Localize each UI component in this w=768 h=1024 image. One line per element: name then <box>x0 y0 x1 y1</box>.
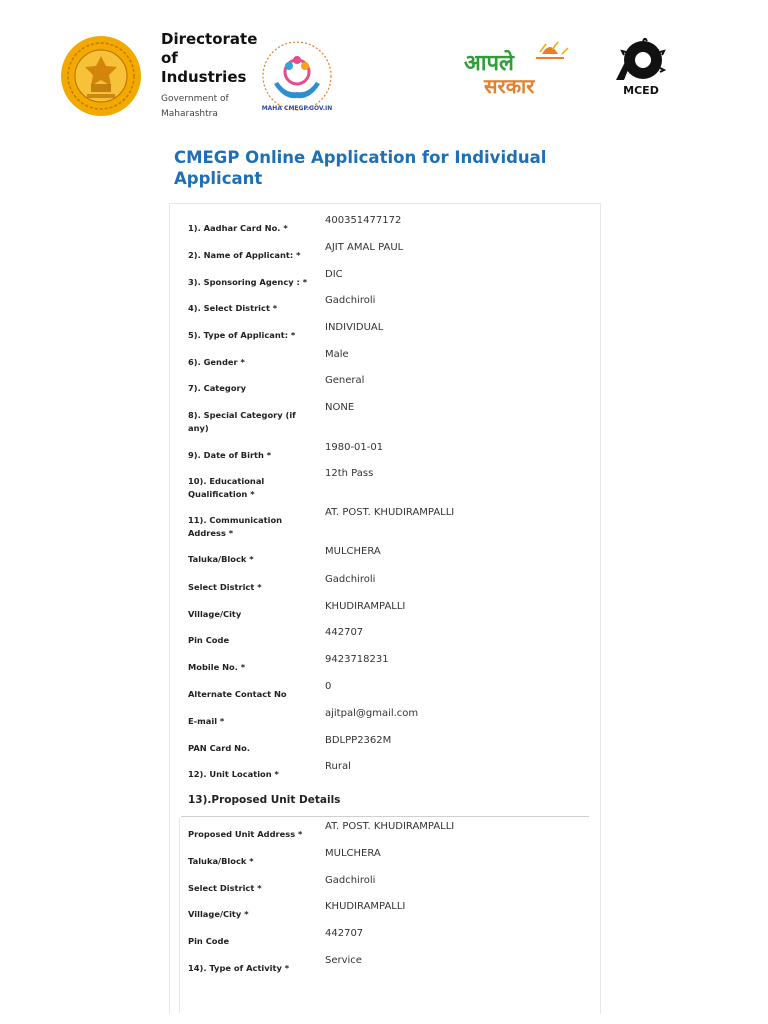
field-value: MULCHERA <box>325 546 381 557</box>
subtitle-line-1: Government of <box>161 94 229 104</box>
maharashtra-emblem-icon <box>57 34 145 118</box>
field-value: 442707 <box>325 627 364 638</box>
proposed-unit-section-title: 13).Proposed Unit Details <box>188 794 341 806</box>
field-label: E-mail * <box>188 716 225 726</box>
field-value: AJIT AMAL PAUL <box>325 242 404 253</box>
field-label: 4). Select District * <box>188 303 278 313</box>
field-value: 400351477172 <box>325 215 402 226</box>
field-label: Select District * <box>188 883 262 893</box>
title-line-1: Directorate <box>161 30 258 48</box>
field-value: INDIVIDUAL <box>325 322 384 333</box>
field-value: ajitpal@gmail.com <box>325 708 419 719</box>
field-label: Alternate Contact No <box>188 689 287 699</box>
svg-text:आपले: आपले <box>464 51 514 76</box>
field-value: 1980-01-01 <box>325 442 384 453</box>
field-value: AT. POST. KHUDIRAMPALLI <box>325 821 455 832</box>
field-value: Gadchiroli <box>325 574 376 585</box>
title-line-3: Industries <box>161 68 247 86</box>
field-value: Gadchiroli <box>325 875 376 886</box>
field-label: Select District * <box>188 582 262 592</box>
field-label: 6). Gender * <box>188 357 245 367</box>
field-label: Pin Code <box>188 936 230 946</box>
field-label: Pin Code <box>188 635 230 645</box>
directorate-title <box>161 30 261 87</box>
field-label: 14). Type of Activity * <box>188 963 290 973</box>
field-label: Taluka/Block * <box>188 554 254 564</box>
title-line-2: of <box>161 49 178 67</box>
field-value: 0 <box>325 681 332 692</box>
field-label: 11). Communication Address * <box>188 515 283 538</box>
svg-text:सरकार: सरकार <box>484 74 535 98</box>
field-value: General <box>325 375 365 386</box>
field-label: Proposed Unit Address * <box>188 829 303 839</box>
field-value: BDLPP2362M <box>325 735 392 746</box>
field-label: 9). Date of Birth * <box>188 450 272 460</box>
field-value: 442707 <box>325 928 364 939</box>
field-value: Gadchiroli <box>325 295 376 306</box>
field-label: Village/City <box>188 609 242 619</box>
field-value: KHUDIRAMPALLI <box>325 901 406 912</box>
svg-text:MCED: MCED <box>623 84 659 97</box>
directorate-subtitle <box>161 92 256 122</box>
field-value: MULCHERA <box>325 848 381 859</box>
field-label: Mobile No. * <box>188 662 246 672</box>
field-label: Taluka/Block * <box>188 856 254 866</box>
field-value: DIC <box>325 269 343 280</box>
field-label: 2). Name of Applicant: * <box>188 250 301 260</box>
field-value: Service <box>325 955 362 966</box>
field-value: KHUDIRAMPALLI <box>325 601 406 612</box>
field-value: Male <box>325 349 349 360</box>
field-label: 8). Special Category (if any) <box>188 410 296 433</box>
field-value: 9423718231 <box>325 654 389 665</box>
field-value: AT. POST. KHUDIRAMPALLI <box>325 507 455 518</box>
field-label: 3). Sponsoring Agency : * <box>188 277 308 287</box>
section-divider <box>181 816 589 817</box>
field-label: Village/City * <box>188 909 249 919</box>
page-title: CMEGP Online Application for Individual Applicant <box>174 148 547 188</box>
section-border <box>179 817 180 1013</box>
field-label: 5). Type of Applicant: * <box>188 330 296 340</box>
field-label: 10). Educational Qualification * <box>188 476 265 499</box>
mced-logo-icon <box>612 38 670 98</box>
subtitle-line-2: Maharashtra <box>161 109 218 119</box>
field-value: 12th Pass <box>325 468 374 479</box>
field-label: 12). Unit Location * <box>188 769 279 779</box>
field-label: 7). Category <box>188 383 247 393</box>
field-label: PAN Card No. <box>188 743 250 753</box>
cmegp-logo-icon <box>256 38 338 116</box>
svg-text:MAHA CMEGP.GOV.IN: MAHA CMEGP.GOV.IN <box>261 105 333 112</box>
field-label: 1). Aadhar Card No. * <box>188 223 288 233</box>
field-value: Rural <box>325 761 351 772</box>
aaple-sarkar-logo-icon <box>462 40 572 98</box>
page-header <box>0 0 768 130</box>
field-value: NONE <box>325 402 355 413</box>
